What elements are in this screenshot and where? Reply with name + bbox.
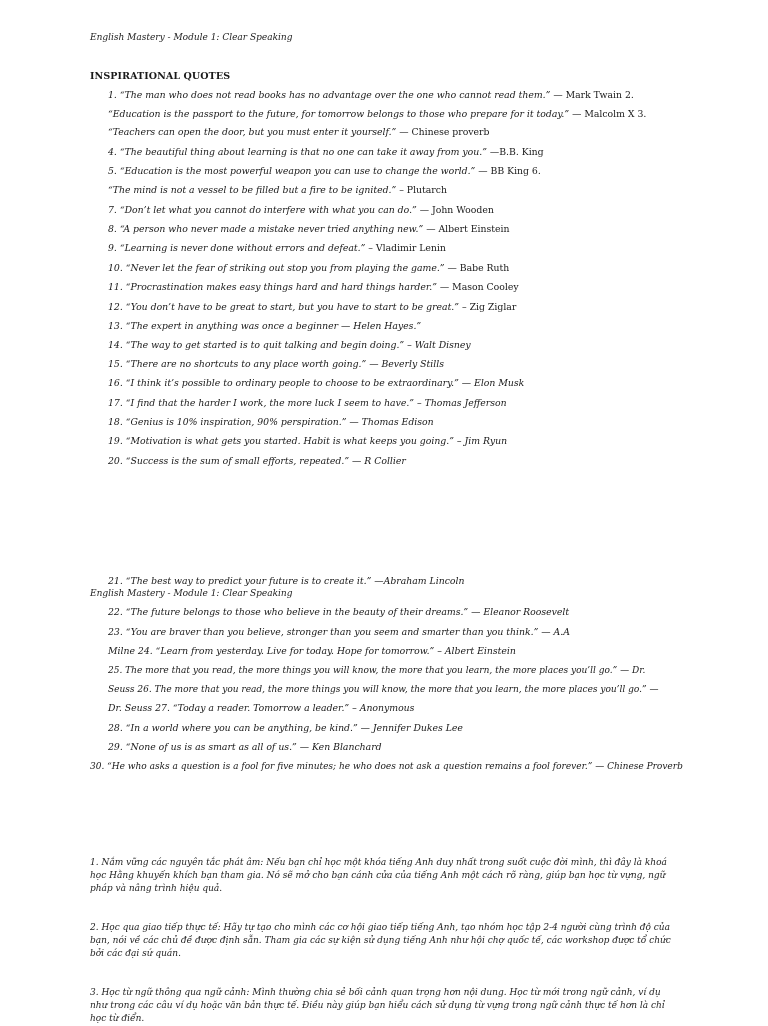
quote-line: Dr. Seuss 27. “Today a reader. Tomorrow a leader.” – Anonymous — [108, 703, 415, 714]
quote-line: 28. “In a world where you can be anything, be kind.” — Jennifer Dukes Lee — [108, 723, 463, 734]
quote-line: 12. “You don’t have to be great to start, but you have to start to be great.” – Zig Ziglar — [108, 302, 517, 313]
quote-line: 17. “I find that the harder I work, the more luck I seem to have.” – Thomas Jefferson — [108, 398, 507, 409]
quote-line: “Teachers can open the door, but you must enter it yourself.” — Chinese proverb — [108, 127, 490, 138]
quote-line: 23. “You are braver than you believe, stronger than you seem and smarter than you think.” — A.A — [108, 627, 570, 638]
quote-line: 21. “The best way to predict your future is to create it.” —Abraham Lincoln — [108, 576, 465, 587]
section-title: INSPIRATIONAL QUOTES — [90, 71, 231, 82]
quote-line: 5. “Education is the most powerful weapon you can use to change the world.” — BB King 6. — [108, 166, 541, 177]
tip-paragraph: 1. Nắm vững các nguyên tắc phát âm: Nếu bạn chỉ học một khóa tiếng Anh duy nhất trong suốt cuộc đời mình, thì đây là khoá học Hằng khuyến khích bạn tham gia. Nó sẽ mở cho bạn cánh cửa của tiếng Anh một cách rõ ràng, giúp bạn học từ vựng, ngữ pháp và nâng trình hiệu quả. — [90, 858, 667, 894]
quote-line: 14. “The way to get started is to quit talking and begin doing.” – Walt Disney — [108, 340, 471, 351]
quote-line: 30. “He who asks a question is a fool for five minutes; he who does not ask a question remains a fool forever.” — Chinese Proverb — [90, 762, 683, 772]
quote-line: “The mind is not a vessel to be filled but a fire to be ignited.” – Plutarch — [108, 185, 447, 196]
running-header: English Mastery - Module 1: Clear Speaking — [90, 589, 293, 599]
quote-line: 9. “Learning is never done without errors and defeat.” – Vladimir Lenin — [108, 243, 446, 254]
quote-line: 7. “Don’t let what you cannot do interfere with what you can do.” — John Wooden — [108, 205, 494, 216]
tip-paragraph: 2. Học qua giao tiếp thực tế: Hãy tự tạo cho mình các cơ hội giao tiếp tiếng Anh, tạo nhóm học tập 2-4 người cùng trình độ của bạn, nói về các chủ đề được định sẵn. Tham gia các sự kiện sử dụng tiếng Anh như hội chợ quốc tế, các workshop được tổ chức bởi các đại sứ quán. — [90, 923, 671, 959]
quote-line: 20. “Success is the sum of small efforts, repeated.” — R Collier — [108, 456, 406, 467]
quote-line: 1. “The man who does not read books has no advantage over the one who cannot read them.” — Mark Twain 2. — [108, 90, 634, 101]
running-header: English Mastery - Module 1: Clear Speaking — [90, 33, 293, 43]
quote-line: 22. “The future belongs to those who believe in the beauty of their dreams.” — Eleanor Roosevelt — [108, 607, 570, 618]
quote-line: 15. “There are no shortcuts to any place worth going.” — Beverly Stills — [108, 359, 444, 370]
quote-line: 19. “Motivation is what gets you started. Habit is what keeps you going.” – Jim Ryun — [108, 436, 508, 447]
tip-paragraph: 3. Học từ ngữ thông qua ngữ cảnh: Mình thường chia sẻ bối cảnh quan trọng hơn nội dung. Học từ mới trong ngữ cảnh, ví dụ như trong các câu ví dụ hoặc văn bản thực tế. Điều này giúp bạn hiểu cách sử dụng từ vựng trong ngữ cảnh thực tế hơn là chỉ học từ điển. — [90, 988, 665, 1024]
quote-line: 29. “None of us is as smart as all of us.” — Ken Blanchard — [108, 742, 382, 753]
quote-line: “Education is the passport to the future, for tomorrow belongs to those who prepare for it today.” — Malcolm X 3. — [108, 109, 647, 120]
quote-line: Milne 24. “Learn from yesterday. Live for today. Hope for tomorrow.” – Albert Einstein — [108, 646, 516, 657]
quote-line: 16. “I think it’s possible to ordinary people to choose to be extraordinary.” — Elon Musk — [108, 378, 525, 389]
quote-line: 10. “Never let the fear of striking out stop you from playing the game.” — Babe Ruth — [108, 263, 510, 274]
quote-line: 13. “The expert in anything was once a beginner — Helen Hayes.” — [108, 321, 422, 332]
quote-line: 4. “The beautiful thing about learning is that no one can take it away from you.” —B.B. King — [108, 147, 544, 158]
quote-line: 18. “Genius is 10% inspiration, 90% perspiration.” — Thomas Edison — [108, 417, 434, 428]
quote-line: Seuss 26. The more that you read, the more things you will know, the more that you learn, the more places you’ll go.” — — [108, 685, 659, 695]
quote-line: 8. “A person who never made a mistake never tried anything new.” — Albert Einstein — [108, 224, 510, 235]
quote-line: 25. The more that you read, the more things you will know, the more that you learn, the more places you’ll go.” — Dr. — [108, 666, 646, 676]
quote-line: 11. “Procrastination makes easy things hard and hard things harder.” — Mason Cooley — [108, 282, 519, 293]
